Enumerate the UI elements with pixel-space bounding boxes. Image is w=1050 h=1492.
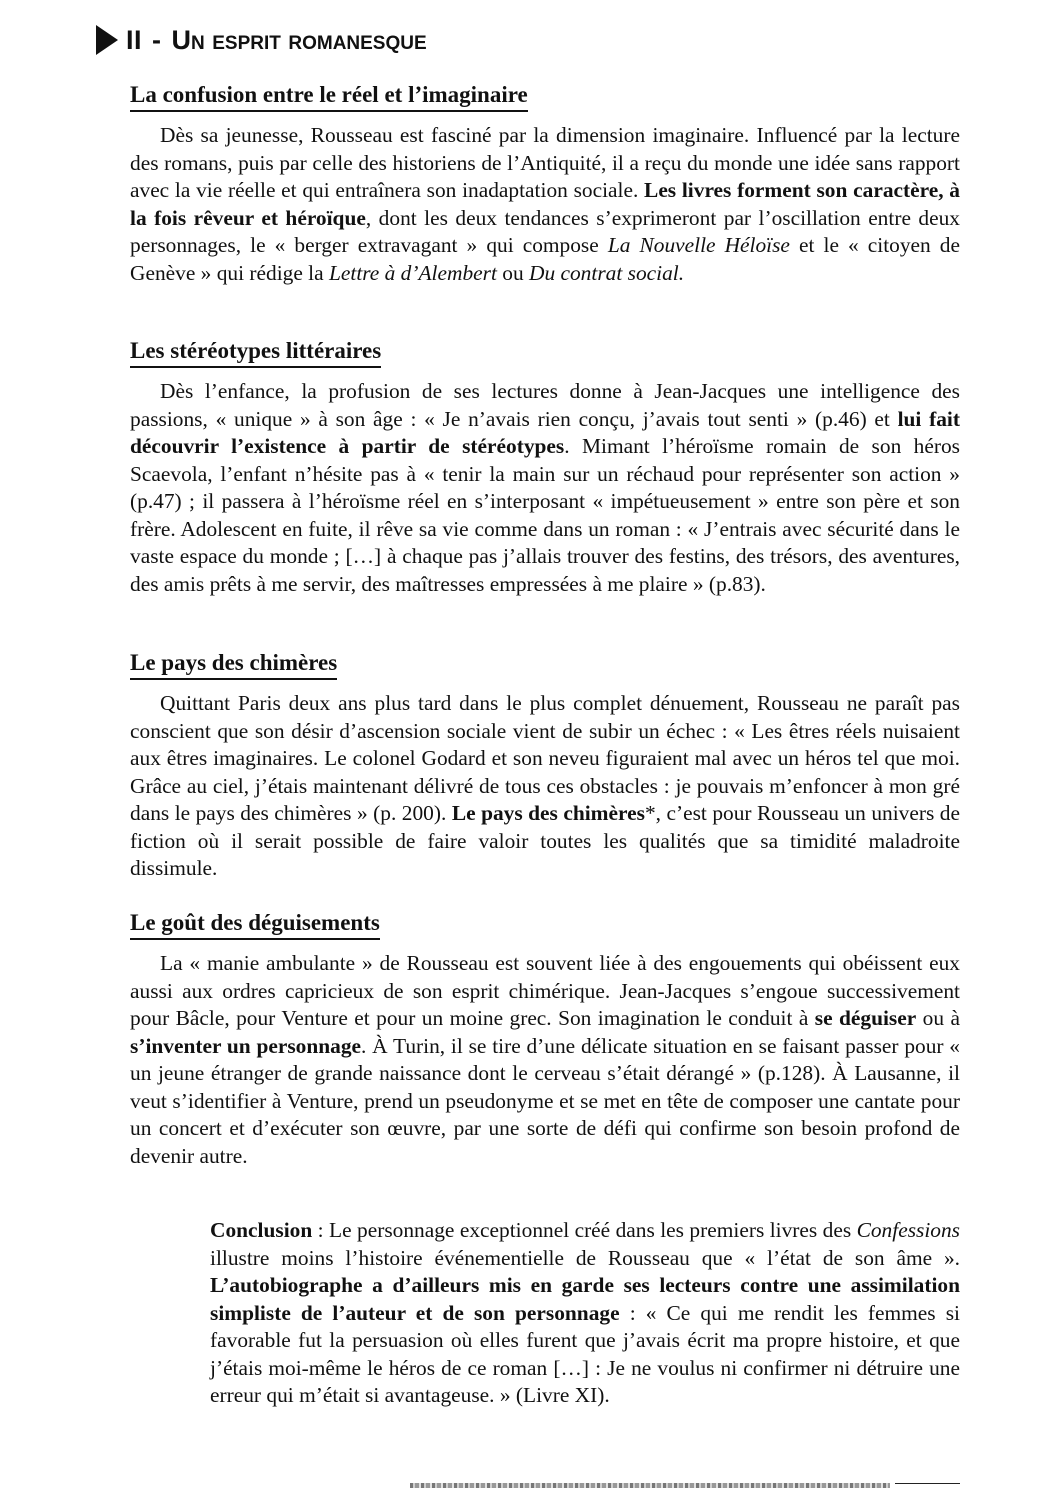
chapter-separator: - <box>152 24 162 55</box>
section-confusion <box>130 82 960 287</box>
section-chimeres <box>130 650 960 883</box>
conclusion-label: Conclusion <box>210 1218 313 1242</box>
footer-band <box>410 1483 890 1488</box>
section-paragraph: Quittant Paris deux ans plus tard dans le plus complet dénuement, Rousseau ne paraît pas conscient que son désir d’ascension sociale vient de subir un échec : « Les êtres réels nuisaient aux êtres imaginaires. Le colonel Godard et son neveu figuraient mal avec un héros tel que moi. Grâce au ciel, j’étais maintenant délivré de tous ces obstacles : je pouvais m’enfoncer à mon gré dans le pays des chimères » (p. 200). Le pays des chimères*, c’est pour Rousseau un univers de fiction où il serait possible de faire valoir toutes les qualités que sa timidité maladroite dissimule. <box>130 691 960 880</box>
section-stereotypes <box>130 338 960 598</box>
section-heading: Le goût des déguisements <box>130 910 380 940</box>
chapter-number: II <box>126 24 143 55</box>
conclusion-block <box>210 1217 960 1410</box>
section-paragraph: Dès sa jeunesse, Rousseau est fasciné par la dimension imaginaire. Influencé par la lecture des romans, puis par celle des historiens de l’Antiquité, il a reçu du monde une idée sans rapport avec la vie réelle et qui entraînera son inadaptation sociale. Les livres forment son caractère, à la fois rêveur et héroïque, dont les deux tendances s’exprimeront par l’oscillation entre deux personnages, le « berger extravagant » qui compose La Nouvelle Héloïse et le « citoyen de Genève » qui rédige la Lettre à d’Alembert ou Du contrat social. <box>130 123 961 285</box>
play-arrow-icon <box>96 25 118 55</box>
section-heading: La confusion entre le réel et l’imaginaire <box>130 82 528 112</box>
conclusion-paragraph: Conclusion : Le personnage exceptionnel créé dans les premiers livres des Confessions illustre moins l’histoire événementielle de Rousseau que « l’état de son âme ». L’autobiographe a d’ailleurs mis en garde ses lecteurs contre une assimilation simpliste de l’auteur et de son personnage : « Ce qui me rendit les femmes si favorable fut la persuasion où elles furent que j’avais écrit ma propre histoire, et que j’étais moi-même le héros de ce roman […] : Je ne voulus ni confirmer ni détruire une erreur qui m’était si avantageuse. » (Livre XI). <box>210 1218 960 1407</box>
section-heading: Le pays des chimères <box>130 650 337 680</box>
chapter-heading <box>96 20 427 60</box>
chapter-title: Un esprit romanesque <box>171 24 427 55</box>
section-paragraph: Dès l’enfance, la profusion de ses lectures donne à Jean-Jacques une intelligence des passions, « unique » à son âge : « Je n’avais rien conçu, j’avais tout senti » (p.46) et lui fait découvrir l’existence à partir de stéréotypes. Mimant l’héroïsme romain de son héros Scaevola, l’enfant n’hésite pas à « tenir la main sur un réchaud pour représenter son action » (p.47) ; il passera à l’héroïsme réel en s’interposant « impétueusement » entre son père et son frère. Adolescent en fuite, il rêve sa vie comme dans un roman : « J’entrais avec sécurité dans le vaste espace du monde ; […] à chaque pas j’allais trouver des festins, des trésors, des aventures, des amis prêts à me servir, des maîtresses empressées à me plaire » (p.83). <box>130 379 960 596</box>
section-deguisements <box>130 910 960 1170</box>
section-paragraph: La « manie ambulante » de Rousseau est souvent liée à des engouements qui obéissent eux aussi aux ordres capricieux de son esprit chimérique. Jean-Jacques s’engoue successivement pour Bâcle, pour Venture et pour un moine grec. Son imagination le conduit à se déguiser ou à s’inventer un personnage. À Turin, il se tire d’une délicate situation en se faisant passer pour « un jeune étranger de grande naissance dont le cerveau s’était dérangé » (p.128). À Lausanne, il veut s’identifier à Venture, prend un pseudonyme et se met en tête de composer une cantate pour un concert et d’exécuter son œuvre, par une sorte de défi qui confirme son besoin profond de devenir autre. <box>130 951 960 1168</box>
page-footer <box>410 1474 960 1492</box>
section-heading: Les stéréotypes littéraires <box>130 338 381 368</box>
footer-rule <box>895 1483 960 1484</box>
